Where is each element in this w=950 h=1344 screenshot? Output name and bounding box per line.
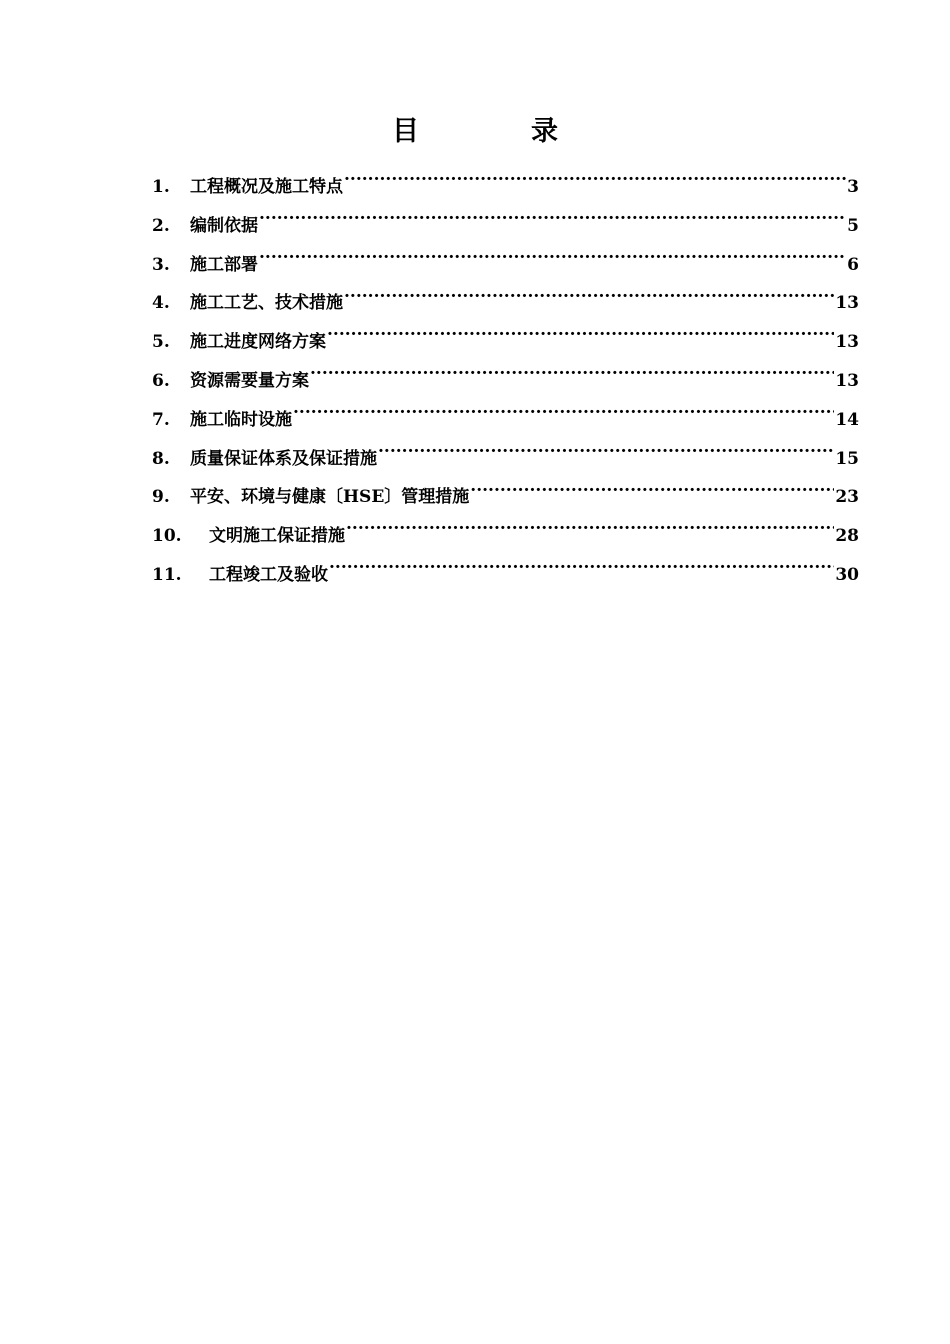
toc-entry-text: 施工进度网络方案 — [190, 332, 326, 353]
toc-leader-dots — [378, 447, 834, 464]
toc-entry[interactable] — [152, 284, 859, 323]
toc-entry[interactable] — [152, 207, 859, 246]
toc-entry-page: 30 — [835, 564, 859, 585]
toc-title-right: 录 — [531, 116, 558, 147]
toc-entry[interactable] — [152, 246, 859, 285]
toc-entry-number: 4. — [152, 293, 170, 314]
toc-entry[interactable] — [152, 401, 859, 440]
toc-entry[interactable] — [152, 440, 859, 479]
toc-entry-number: 9. — [152, 487, 170, 508]
toc-entry[interactable] — [152, 478, 859, 517]
toc-leader-dots — [259, 253, 846, 270]
toc-leader-dots — [329, 563, 834, 580]
toc-leader-dots — [346, 524, 834, 541]
toc-entry[interactable] — [152, 362, 859, 401]
toc-entry-number: 7. — [152, 409, 170, 430]
toc-entry-page: 14 — [835, 409, 859, 430]
toc-entry[interactable] — [152, 323, 859, 362]
toc-leader-dots — [344, 175, 846, 192]
toc-leader-dots — [327, 330, 834, 347]
toc-entry-page: 23 — [835, 487, 859, 508]
toc-leader-dots — [344, 291, 834, 308]
toc-entry-text: 施工工艺、技术措施 — [190, 293, 343, 314]
toc-leader-dots — [259, 214, 846, 231]
toc-entry-page: 28 — [835, 526, 859, 547]
toc-title — [0, 112, 950, 152]
toc-entry-number: 5. — [152, 332, 170, 353]
toc-entry-text: 施工临时设施 — [190, 409, 292, 430]
toc-entry-page: 6 — [847, 254, 859, 275]
toc-entry-number: 2. — [152, 215, 170, 236]
toc-entry-text: 文明施工保证措施 — [209, 526, 345, 547]
toc-entry[interactable] — [152, 168, 859, 207]
toc-entry-page: 5 — [847, 215, 859, 236]
toc-entry-page: 13 — [835, 293, 859, 314]
toc-entry[interactable] — [152, 517, 859, 556]
toc-entry-page: 15 — [835, 448, 859, 469]
toc-entry-number: 6. — [152, 370, 170, 391]
toc-entry-text: 工程概况及施工特点 — [190, 177, 343, 197]
toc-entry-number: 10. — [152, 526, 182, 547]
toc-title-left: 目 — [392, 116, 419, 147]
toc-leader-dots — [470, 485, 834, 502]
toc-entry-text: 资源需要量方案 — [190, 370, 309, 391]
toc-leader-dots — [293, 408, 834, 425]
toc-entry-number: 11. — [152, 564, 182, 585]
toc-entry-text: 编制依据 — [190, 215, 258, 236]
toc-entry-text: 平安、环境与健康〔HSE〕管理措施 — [190, 487, 470, 508]
toc-list — [152, 168, 859, 595]
toc-entry-page: 3 — [847, 177, 859, 197]
toc-entry-text: 施工部署 — [190, 254, 258, 275]
toc-entry-text: 质量保证体系及保证措施 — [190, 448, 377, 469]
toc-entry-page: 13 — [835, 370, 859, 391]
toc-entry-page: 13 — [835, 332, 859, 353]
toc-entry-number: 1. — [152, 177, 170, 197]
toc-entry[interactable] — [152, 556, 859, 595]
toc-entry-text: 工程竣工及验收 — [209, 564, 328, 585]
toc-entry-number: 8. — [152, 448, 170, 469]
toc-entry-number: 3. — [152, 254, 170, 275]
toc-leader-dots — [310, 369, 834, 386]
